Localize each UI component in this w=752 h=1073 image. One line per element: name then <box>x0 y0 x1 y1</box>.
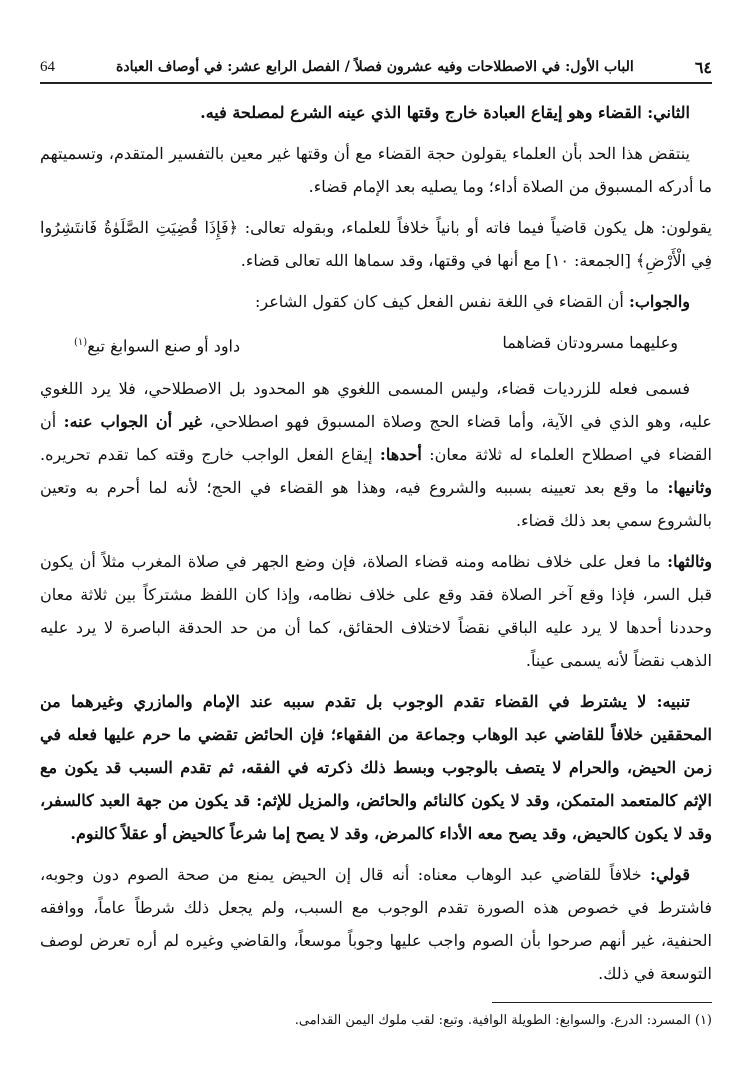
page-number-arabic: ٦٤ <box>694 57 712 77</box>
page-body <box>40 96 712 998</box>
answer-text: أن القضاء في اللغة نفس الفعل كيف كان كقول الشاعر: <box>255 292 624 311</box>
footnote: (١) المسرد: الدرع. والسوابغ: الطويلة الوافية. وتبع: لقب ملوك اليمن القدامى. <box>294 1013 712 1028</box>
poem-verse <box>40 326 712 362</box>
third-meaning-label: وثالثها: <box>667 552 712 572</box>
meanings-label: غير أن الجواب عنه: <box>63 412 203 432</box>
paragraph-quran-quote: يقولون: هل يكون قاضياً فيما فاته أو بانياً خلافاً للعلماء، وبقوله تعالى: ﴿فَإِذَا قُضِيَتِ الصَّلَوٰةُ فَانتَشِرُوا فِي الْأَرْضِ﴾ [الجمعة: ١٠] مع أنها في وقتها، وقد سماها الله تعالى قضاء. <box>40 218 713 270</box>
page-number-latin: 64 <box>40 58 55 75</box>
paragraph-definition: الثاني: القضاء وهو إيقاع العبادة خارج وقتها الذي عينه الشرع لمصلحة فيه. <box>200 103 690 122</box>
paragraph-meanings: فسمى فعله للزرديات قضاء، وليس المسمى اللغوي هو المحدود بل الاصطلاحي، فلا يرد اللغوي عليه، وهو الذي في الآية، وأما قضاء الحج وصلاة المسبوق فهو اصطلاحي، غير أن الجواب عنه: أن القضاء في اصطلاح العلماء له ثلاثة معان: أحدها: إيقاع الفعل الواجب خارج وقته كما تقدم تحريره. وثانيها: ما وقع بعد تعيينه بسببه والشروع فيه، وهذا هو القضاء في الحج؛ لأنه لما أحرم به وتعين بالشروع سمي بعد ذلك قضاء. <box>40 379 713 531</box>
second-meaning-label: وثانيها: <box>667 478 712 498</box>
paragraph-objection: ينتقض هذا الحد بأن العلماء يقولون حجة القضاء مع أن وقتها غير معين بالتفسير المتقدم، وتسميتهم ما أدركه المسبوق من الصلاة أداء؛ وما يصليه بعد الإمام قضاء. <box>40 144 712 196</box>
poem-second-hemistich: داود أو صنع السوابغ تبع$^{(١)}$ <box>74 336 241 356</box>
paragraph-notice: تنبيه: لا يشترط في القضاء تقدم الوجوب بل تقدم سببه عند الإمام والمازري وغيرهما من المحققين خلافاً للقاضي عبد الوهاب وجماعة من الفقهاء؛ فإن الحائض تقضي ما حرم عليها فعله في زمن الحيض، والحرام لا يتصف بالوجوب وبسط ذلك ذكرته في الفقه، ثم تقدم السبب قد يكون مع الإثم كالمتعمد المتمكن، وقد لا يكون كالنائم والحائض، والمزيل للإثم: قد يكون من جهة العبد كالسفر، وقد لا يكون كالحيض، وقد يصح معه الأداء كالمرض، وقد لا يصح إما شرعاً كالحيض أو عقلاً كالنوم. <box>40 692 713 844</box>
poem-first-hemistich: وعليهما مسرودتان قضاهما <box>502 333 678 352</box>
paragraph-answer <box>40 285 712 318</box>
paragraph-commentary: قولي: خلافاً للقاضي عبد الوهاب معناه: أنه قال إن الحيض يمنع من صحة الصوم دون وجوبه، فاشترط في خصوص هذه الصورة تقدم الوجوب مع السبب، ولم يجعل ذلك شرطاً عاماً، ووافقه الحنفية، غير أنهم صرحوا بأن الصوم واجب عليها وجوباً موسعاً، والقاضي وغيره لم أره تعرض لوصف التوسعة في ذلك. <box>40 865 712 984</box>
footnote-marker: (١) <box>74 337 88 348</box>
answer-label: والجواب: <box>628 292 690 311</box>
paragraph-third-meaning: وثالثها: ما فعل على خلاف نظامه ومنه قضاء الصلاة، فإن وضع الجهر في صلاة المغرب مثلاً أن يكون قبل السر، فإذا وقع آخر الصلاة فقد وقع على خلاف نظامه، وإذا كان اللفظ مشتركاً بين ثلاثة معان وحددنا أحدها لا يرد عليه الباقي نقضاً لاختلاف الحقائق، كما أن من حد الحدقة الباصرة لا يرد عليه الذهب نقضاً لأنه يسمى عيناً. <box>40 552 713 671</box>
running-header <box>40 52 712 84</box>
first-meaning-label: أحدها: <box>379 445 422 465</box>
chapter-title: الباب الأول: في الاصطلاحات وفيه عشرون فصلاً / الفصل الرابع عشر: في أوصاف العبادة <box>116 59 634 75</box>
footnote-separator <box>492 1002 712 1003</box>
commentary-label: قولي: <box>649 865 690 885</box>
